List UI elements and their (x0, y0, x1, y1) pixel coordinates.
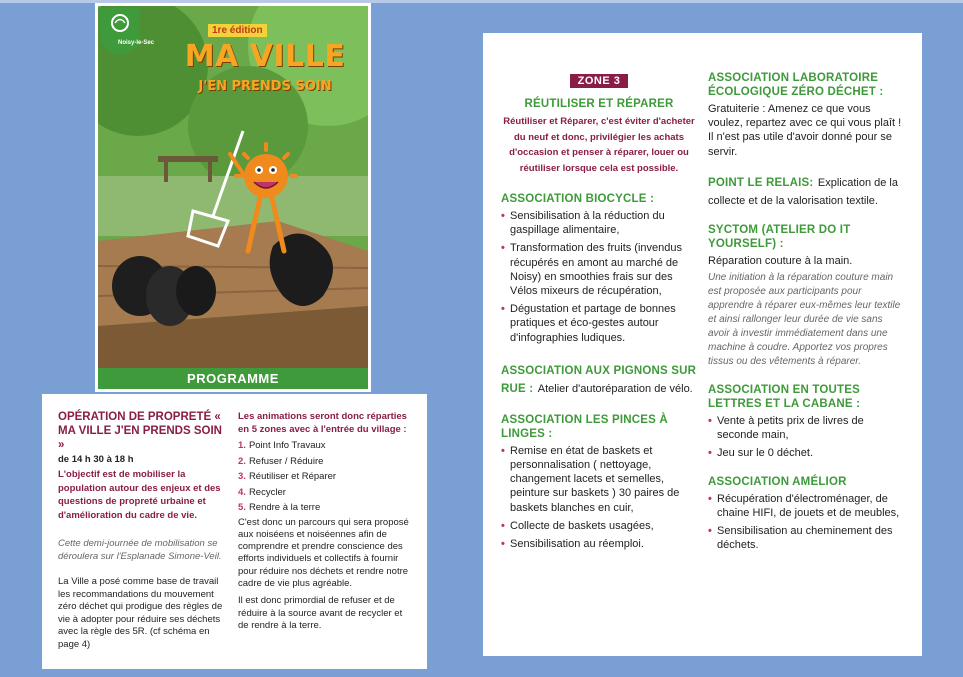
relais-text: Explication de la collecte et de la valorisation textile. (708, 176, 898, 207)
operation-title: OPÉRATION DE PROPRETÉ « MA VILLE J'EN PRENDS SOIN » (58, 411, 222, 451)
city-logo-text: Noisy-le-Sec (117, 40, 154, 46)
primordial-text: Il est donc primordial de refuser et de réduire à la source avant de recycler et de rendre à la terre. (238, 595, 403, 631)
ville-text: La Ville a posé comme base de travail les recommandations du mouvement zéro déchet qui prodigue des règles de vie à adopter pour réduire ses déchets avec la règle des 5R. (cf schéma en page 4) (58, 576, 223, 650)
animations-intro: Les animations seront donc réparties en 5 zones avec à l'entrée du village : (238, 411, 407, 435)
relais-title: POINT LE RELAIS: (708, 176, 814, 189)
cover-photo (98, 6, 368, 368)
list-item: 2. Refuser / Réduire (238, 455, 324, 467)
right-column-1 (501, 71, 697, 555)
zone-intro: Réutiliser et Réparer, c'est éviter d'acheter du neuf et donc, privilégier les achats d'occasion et penser à réparer, louer ou réutiliser lorsque cela est possible. (503, 116, 695, 174)
list-item: 1. Point Info Travaux (238, 440, 326, 451)
zones-list (238, 438, 410, 516)
pignons-block (501, 361, 697, 397)
programme-banner: PROGRAMME (98, 368, 368, 389)
list-item: • Collecte de baskets usagées, (501, 519, 697, 533)
objective-text: L'objectif est de mobiliser la population autour des enjeux et des questions de propreté urbaine et d'amélioration du cadre de vie. (58, 469, 221, 521)
amelior-title: ASSOCIATION AMÉLIOR (708, 475, 847, 488)
left-column-2 (238, 410, 410, 632)
location-note: Cette demi-journée de mobilisation se déroulera sur l'Esplanade Simone-Veil. (58, 538, 222, 562)
relais-block (708, 173, 904, 209)
right-column-2 (708, 71, 904, 556)
left-column-1 (58, 410, 224, 651)
edition-badge: 1re édition (208, 24, 267, 37)
list-item: • Sensibilisation au cheminement des déchets. (708, 524, 904, 552)
biocycle-title: ASSOCIATION BIOCYCLE : (501, 193, 655, 205)
list-item: 4. Recycler (238, 486, 286, 498)
list-item: • Sensibilisation au réemploi. (501, 537, 697, 551)
lettres-title: ASSOCIATION EN TOUTES LETTRES ET LA CABANE : (708, 384, 861, 411)
list-item: • Remise en état de baskets et personnalisation ( nettoyage, changement lacets et semelles, peinture sur baskets ) 30 paires de baskets blanches en cuir, (501, 444, 697, 515)
list-item: • Sensibilisation à la réduction du gaspillage alimentaire, (501, 209, 697, 237)
brochure-cover (95, 3, 371, 392)
list-item: • Transformation des fruits (invendus récupérés en amont au marché de Noisy) en smoothies frais sur des Vélos mixeurs de récupération, (501, 241, 697, 298)
pignons-text: Atelier d'autoréparation de vélo. (537, 382, 693, 395)
amelior-list (708, 492, 904, 553)
cover-title: MA VILLE (184, 39, 346, 74)
list-item: • Vente à petits prix de livres de seconde main, (708, 414, 904, 442)
operation-hours: de 14 h 30 à 18 h (58, 454, 134, 465)
right-panel (483, 33, 922, 656)
zone-badge: ZONE 3 (570, 74, 629, 88)
syctom-italic: Une initiation à la réparation couture main est proposée aux participants pour apprendre à réparer eux-mêmes leur textile et ainsi rallonger leur durée de vie sans avoir à investir immédiatement dans une machine à coudre. Apportez vos propres tissus ou des vêtements à réparer. (708, 272, 901, 368)
pinces-title: ASSOCIATION LES PINCES À LINGES : (501, 413, 668, 440)
pinces-list (501, 444, 697, 551)
left-panel (42, 394, 427, 669)
parcours-text: C'est donc un parcours qui sera proposé aux noiséens et noiséennes afin de comprendre et prendre conscience des efforts individuels et collectifs à fournir pour réduire nos déchets et rendre notre cadre de vie plus agréable. (238, 516, 409, 589)
biocycle-list (501, 209, 697, 345)
list-item: 3. Réutiliser et Réparer (238, 471, 337, 482)
pignons-title: ASSOCIATION AUX PIGNONS SUR RUE : (501, 364, 697, 395)
zone-header (501, 71, 697, 176)
syctom-text: Réparation couture à la main. (708, 254, 853, 267)
city-logo-icon (98, 6, 142, 56)
list-item: • Récupération d'électroménager, de chaine HIFI, de jouets et de meubles, (708, 492, 904, 520)
lettres-list (708, 414, 904, 461)
zone-title: RÉUTILISER ET RÉPARER (524, 98, 674, 110)
labo-title: ASSOCIATION LABORATOIRE ÉCOLOGIQUE ZÉRO DÉCHET : (708, 72, 884, 98)
list-item: • Jeu sur le 0 déchet. (708, 446, 904, 460)
syctom-title: SYCTOM (ATELIER DO IT YOURSELF) : (708, 223, 851, 250)
list-item: 5. Rendre à la terre (238, 502, 321, 513)
labo-text: Gratuiterie : Amenez ce que vous voulez, repartez avec ce qui vous plaît ! Il n'est pas utile d'avoir donné pour se servir. (708, 103, 902, 158)
list-item: • Dégustation et partage de bonnes pratiques et éco-gestes autour d'infographies ludiques. (501, 302, 697, 345)
cover-subtitle: J'EN PRENDS SOIN (198, 79, 332, 94)
